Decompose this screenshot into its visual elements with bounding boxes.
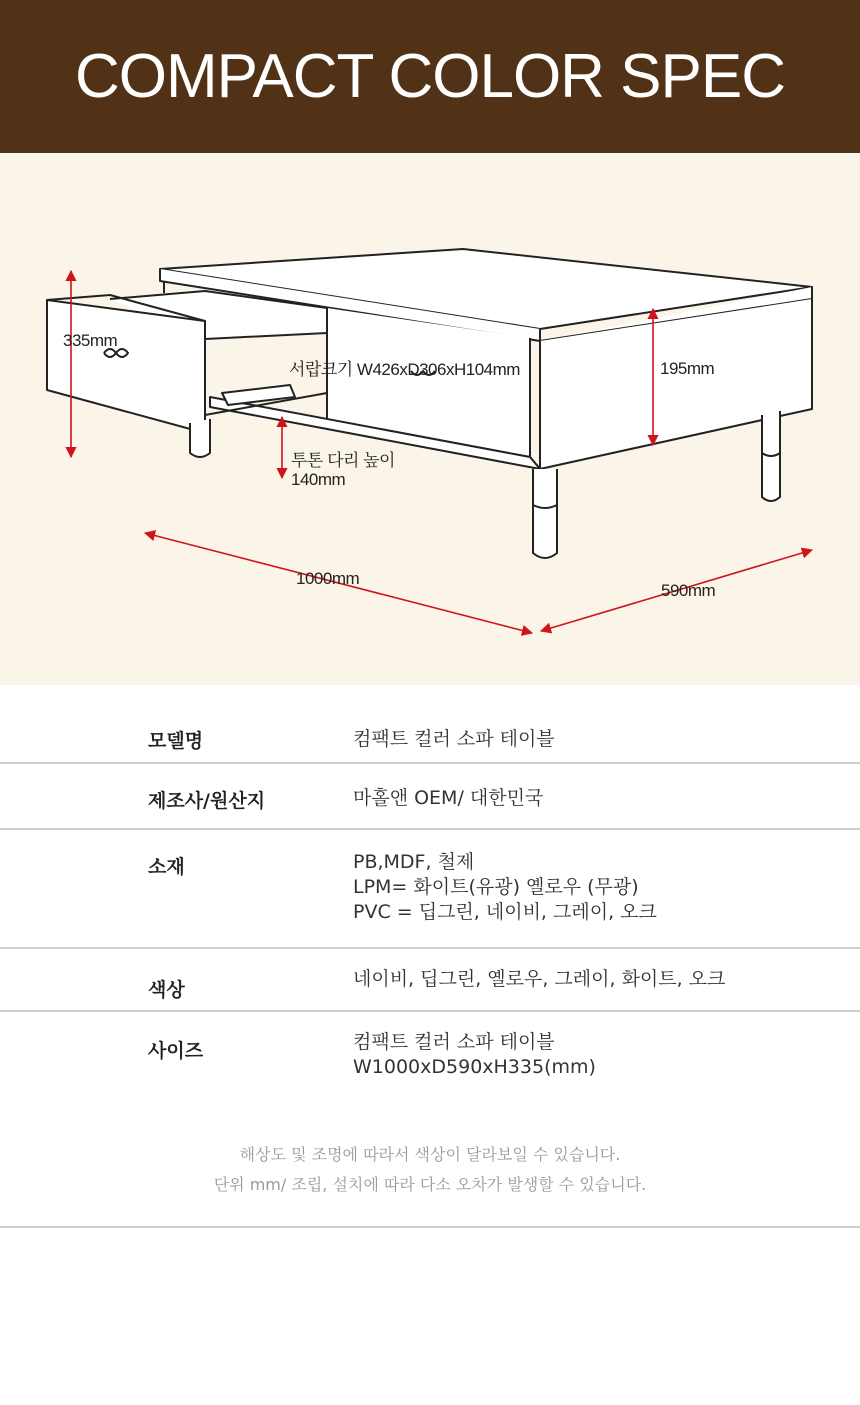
spec-row-size — [0, 1012, 860, 1112]
spec-label: 소재 — [148, 856, 185, 878]
spec-value-line: 컴팩트 컬러 소파 테이블 — [353, 1031, 555, 1053]
spec-label: 제조사/원산지 — [148, 790, 266, 812]
spec-row-material — [0, 830, 860, 949]
spec-value-line: 컴팩트 컬러 소파 테이블 — [353, 728, 555, 750]
note-line: 해상도 및 조명에 따라서 색상이 달라보일 수 있습니다. — [239, 1145, 621, 1164]
spec-row-model — [0, 706, 860, 764]
table-drawing — [0, 153, 860, 685]
page-header — [0, 0, 860, 153]
spec-label: 모델명 — [148, 730, 204, 752]
spec-label: 사이즈 — [148, 1040, 204, 1062]
page-title: COMPACT COLOR SPEC — [74, 42, 786, 111]
spec-value-line: W1000xD590xH335(mm) — [353, 1056, 596, 1078]
spec-row-maker — [0, 764, 860, 830]
spec-value — [353, 786, 543, 811]
height-total-label: 335mm — [63, 331, 118, 350]
width-label: 1000mm — [296, 569, 360, 588]
leg-height-value: 140mm — [291, 470, 346, 489]
spec-table — [0, 706, 860, 1112]
spec-value — [353, 727, 555, 752]
spec-value — [353, 850, 657, 925]
drawer-size-label: 서랍크기 W426xD306xH104mm — [289, 360, 520, 379]
inner-height-label: 195mm — [660, 359, 715, 378]
spec-row-color — [0, 949, 860, 1012]
spec-label: 색상 — [148, 979, 185, 1001]
note-line: 단위 mm/ 조립, 설치에 따라 다소 오차가 발생할 수 있습니다. — [213, 1175, 647, 1194]
spec-value — [353, 967, 725, 992]
spec-value-line: 마홀앤 OEM/ 대한민국 — [353, 787, 544, 809]
leg-height-title: 투톤 다리 높이 — [291, 451, 395, 470]
depth-label: 590mm — [661, 581, 716, 600]
dimension-diagram — [0, 153, 860, 685]
spec-value-line: PB,MDF, 철제 — [353, 851, 475, 873]
divider — [0, 1226, 860, 1228]
disclaimer-notes — [0, 1140, 860, 1200]
table-outline — [47, 249, 812, 558]
spec-value-line: PVC = 딥그린, 네이비, 그레이, 오크 — [353, 901, 657, 923]
spec-value-line: LPM= 화이트(유광) 옐로우 (무광) — [353, 876, 639, 898]
spec-value-line: 네이비, 딥그린, 옐로우, 그레이, 화이트, 오크 — [353, 968, 726, 990]
spec-value — [353, 1030, 596, 1080]
